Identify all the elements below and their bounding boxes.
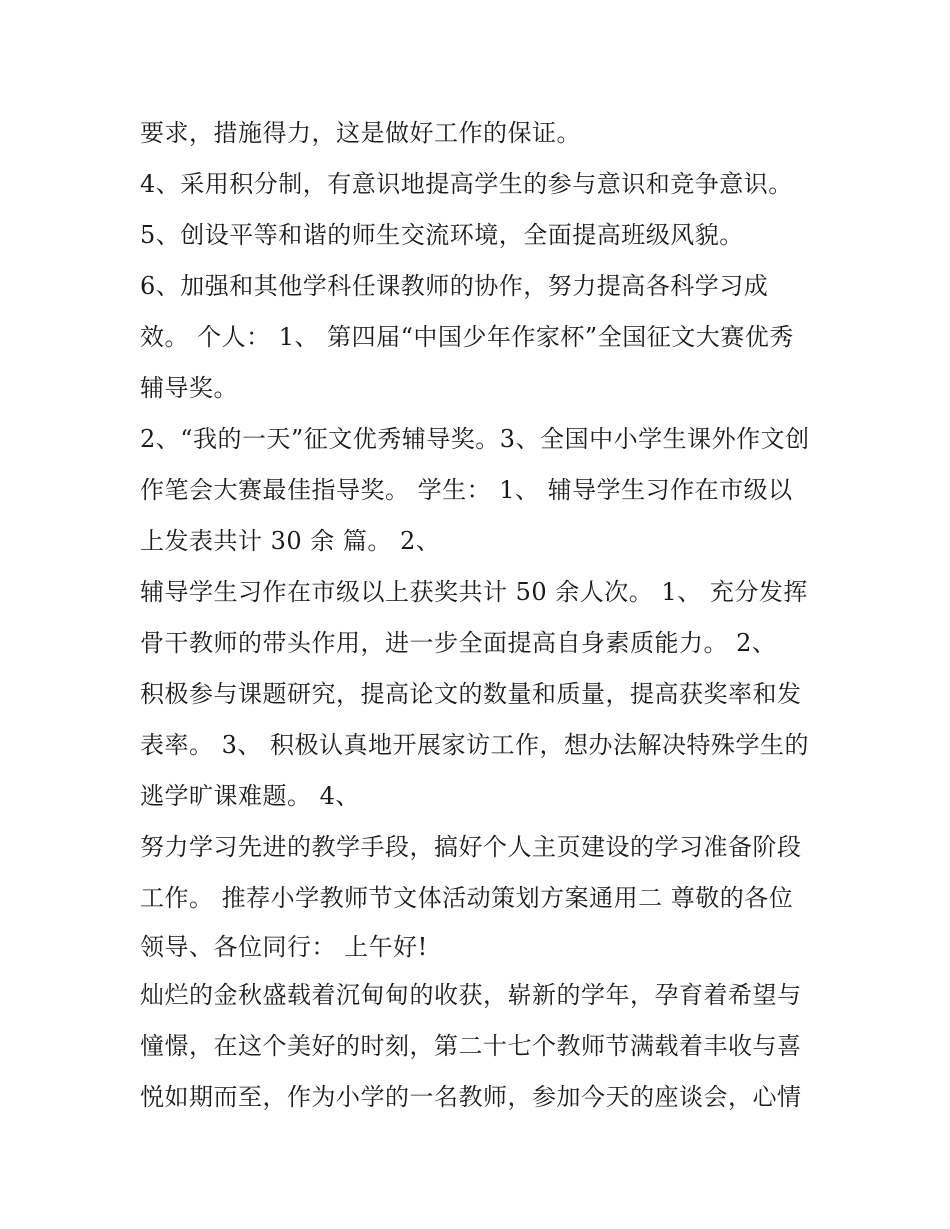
text-line: 效。 个人： 1、 第四届“中国少年作家杯”全国征文大赛优秀 <box>140 323 794 351</box>
text-line: 上发表共计 30 余 篇。 2、 <box>140 527 441 555</box>
text-line: 5、创设平等和谐的师生交流环境，全面提高班级风貌。 <box>140 221 744 249</box>
text-line: 2、“我的一天”征文优秀辅导奖。3、全国中小学生课外作文创 <box>140 425 810 453</box>
text-line: 4、采用积分制，有意识地提高学生的参与意识和竞争意识。 <box>140 170 793 198</box>
text-line: 要求，措施得力，这是做好工作的保证。 <box>140 119 581 147</box>
text-line: 作笔会大赛最佳指导奖。 学生： 1、 辅导学生习作在市级以 <box>140 476 793 504</box>
text-line: 辅导学生习作在市级以上获奖共计 50 余人次。 1、 充分发挥 <box>140 578 808 606</box>
document-body <box>140 108 820 1123</box>
text-line: 表率。 3、 积极认真地开展家访工作，想办法解决特殊学生的 <box>140 731 810 759</box>
text-line: 领导、各位同行： 上午好! <box>140 933 428 961</box>
text-line: 灿烂的金秋盛载着沉甸甸的收获，崭新的学年，孕育着希望与 <box>140 981 802 1009</box>
text-line: 6、加强和其他学科任课教师的协作，努力提高各科学习成 <box>140 272 769 300</box>
text-line: 努力学习先进的教学手段，搞好个人主页建设的学习准备阶段 <box>140 833 802 861</box>
text-line: 积极参与课题研究，提高论文的数量和质量，提高获奖率和发 <box>140 680 802 708</box>
text-line: 憧憬，在这个美好的时刻，第二十七个教师节满载着丰收与喜 <box>140 1032 802 1060</box>
text-line: 辅导奖。 <box>140 374 238 402</box>
text-line: 骨干教师的带头作用，进一步全面提高自身素质能力。 2、 <box>140 629 777 657</box>
text-line: 工作。 推荐小学教师节文体活动策划方案通用二 尊敬的各位 <box>140 884 794 912</box>
text-line: 悦如期而至，作为小学的一名教师，参加今天的座谈会，心情 <box>140 1083 802 1111</box>
text-line: 逃学旷课难题。 4、 <box>140 782 360 810</box>
